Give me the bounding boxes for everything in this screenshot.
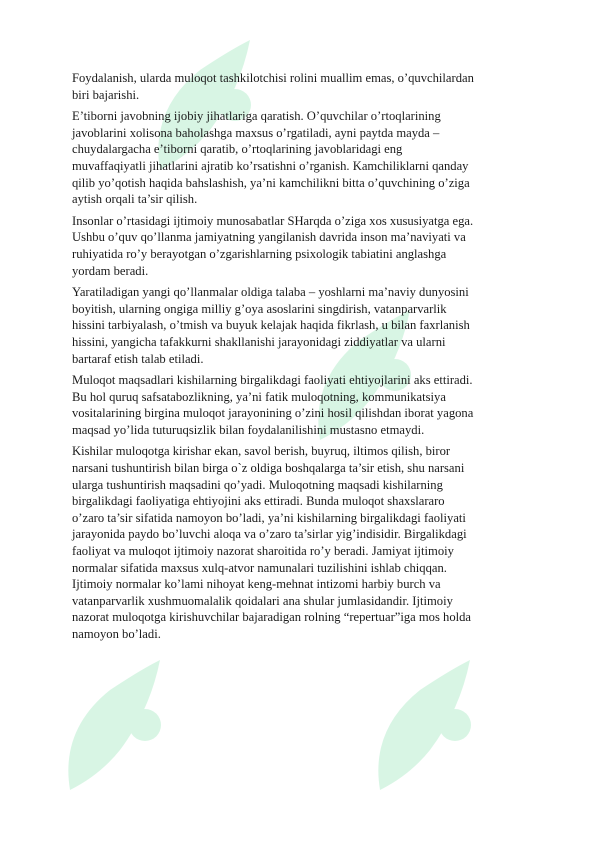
text-line: o’zaro ta’sir sifatida namoyon bo’ladi, ya’ni kishilarning birgalikdagi faoliyati xyxy=(72,510,466,525)
paragraph xyxy=(72,443,528,642)
text-line: faoliyat va muloqot ijtimoiy nazorat sharoitida ro’y beradi. Jamiyat ijtimoiy xyxy=(72,544,454,559)
text-line: javoblarini xolisona baholashga maxsus o’rgatiladi, ayni paytda mayda – xyxy=(72,125,440,140)
text-line: Yaratiladigan yangi qo’llanmalar oldiga talaba – yoshlarni ma’naviy dunyosini xyxy=(72,285,469,300)
text-line: Muloqot maqsadlari kishilarning birgalikdagi faoliyati ehtiyojlarini aks ettiradi. xyxy=(72,373,473,388)
paragraph xyxy=(72,213,528,279)
text-line: ularga tushuntirish maqsadini qo’yadi. Muloqotning maqsadi kishilarning xyxy=(72,477,443,492)
text-line: vositalarining birgina muloqot jarayonining o’zini hosil qilishdan iborat yagona xyxy=(72,406,474,421)
text-line: Foydalanish, ularda muloqot tashkilotchisi rolini muallim emas, o’quvchilardan xyxy=(72,71,474,85)
text-line: birgalikdagi faoliyatiga ehtiyojini aks ettiradi. Bunda muloqot shaxslararo xyxy=(72,494,445,509)
text-line: Ushbu o’quv qo’llanma jamiyatning yangilanish davrida inson ma’naviyati va xyxy=(72,230,466,245)
document-body xyxy=(72,70,528,648)
text-line: ruhiyatida ro’y berayotgan o’zgarishlarning psixologik tabiatini anglashga xyxy=(72,246,447,261)
text-line: jarayonida paydo bo’luvchi aloqa va o’zaro ta’sirlar yig’indisidir. Birgalikdagi xyxy=(72,527,467,542)
text-line: Insonlar o’rtasidagi ijtimoiy munosabatlar SHarqda o’ziga xos xususiyatga ega. xyxy=(72,213,474,228)
text-line: hissini tarbiyalash, o’tmish va buyuk kelajak haqida fikrlash, u bilan faxrlanish xyxy=(72,318,470,333)
text-line: vatanparvarlik xushmuomalalik qoidalari ana shular jumlasidandir. Ijtimoiy xyxy=(72,593,453,608)
leaf-logo-icon xyxy=(360,650,490,800)
text-line: narsani tushuntirish bilan birga o`z oldiga boshqalarga ta’sir etish, shu narsani xyxy=(72,461,465,476)
paragraph xyxy=(72,284,528,367)
text-line: E’tiborni javobning ijobiy jihatlariga qaratish. O’quvchilar o’rtoqlarining xyxy=(72,109,441,124)
text-line: boyitish, ularning ongiga milliy g’oya asoslarini singdirish, vatanparvarlik xyxy=(72,301,447,316)
text-line: normalar sifatida maxsus xulq-atvor namunalari tuzilishini ishlab chiqqan. xyxy=(72,560,447,575)
text-line: nazorat muloqotga kirishuvchilar bajaradigan rolning “repertuar”iga mos holda xyxy=(72,610,472,625)
leaf-logo-icon xyxy=(50,650,180,800)
text-line: muvaffaqiyatli jihatlarini ajratib ko’rsatishni o’rganish. Kamchiliklarni qanday xyxy=(72,158,469,173)
text-line: biri bajarishi. xyxy=(72,87,140,102)
text-line: hissini, yangicha tafakkurni shakllanishi jarayonidagi ziddiyatlar va ularni xyxy=(72,334,446,349)
paragraph xyxy=(72,108,528,208)
paragraph xyxy=(72,70,528,103)
text-line: yordam beradi. xyxy=(72,263,149,278)
text-line: qilib yo’qotish haqida bahslashish, ya’ni kamchilikni bitta o’quvchining o’ziga xyxy=(72,175,470,190)
text-line: Bu hol quruq safsatabozlikning, ya’ni fatik muloqotning, kommunikatsiya xyxy=(72,389,446,404)
text-line: Ijtimoiy normalar ko’lami nihoyat keng-mehnat intizomi harbiy burch va xyxy=(72,577,441,592)
text-line: namoyon bo’ladi. xyxy=(72,627,161,641)
text-line: bartaraf etish talab etiladi. xyxy=(72,351,204,366)
text-line: chuydalargacha e’tiborni qaratib, o’rtoqlarining javoblaridagi eng xyxy=(72,142,403,157)
text-line: aytish orqali ta’sir qilish. xyxy=(72,192,198,207)
paragraph xyxy=(72,372,528,438)
text-line: maqsad yo’lida tuturuqsizlik bilan foydalanilishini mustasno etmaydi. xyxy=(72,422,425,437)
text-line: Kishilar muloqotga kirishar ekan, savol berish, buyruq, iltimos qilish, biror xyxy=(72,444,451,459)
